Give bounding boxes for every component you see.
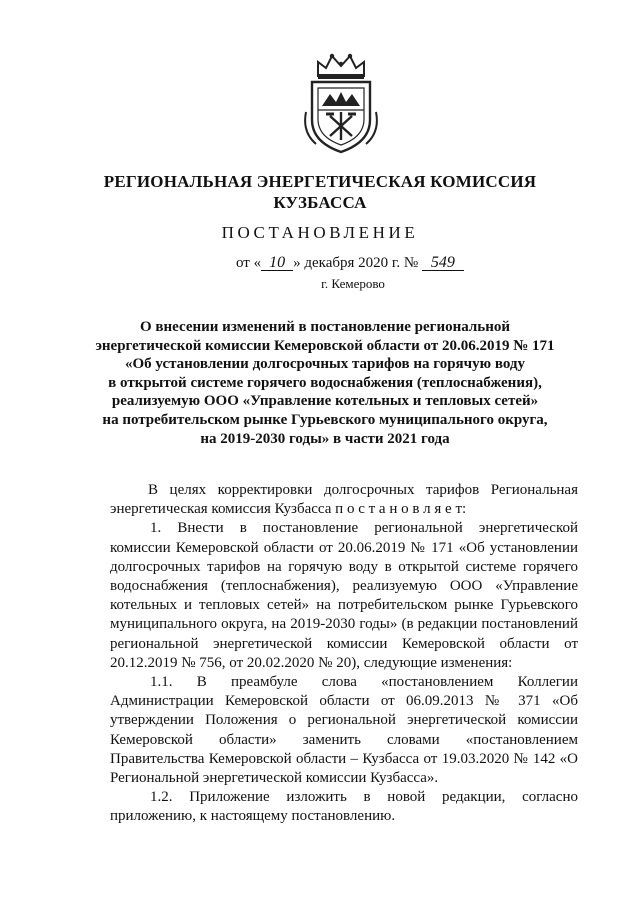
handwritten-date-day: 10 bbox=[261, 255, 293, 271]
document-type-heading: ПОСТАНОВЛЕНИЕ bbox=[221, 223, 419, 242]
intro-paragraph: В целях корректировки долгосрочных тарифов Региональная энергетическая комиссия Кузбасса п о с т а н о в л я е т: bbox=[110, 482, 578, 518]
title-line: реализуемую ООО «Управление котельных и тепловых сетей» bbox=[111, 393, 539, 410]
paragraph-item-1: 1. Внести в постановление региональной энергетической комиссии Кемеровской области от 20.06.2019 № 171 «Об установлении долгосрочных тарифов на горячую воду в открытой системе горячего водоснабжения (теплоснабжения), реализуемую ООО «Управление котельных и тепловых сетей» на потребительском рынке Гурьевского муниципального округа, на 2019-2030 годы» (в редакции постановлений региональной энергетической комиссии Кемеровской области от 20.12.2019 № 756, от 20.02.2020 № 20), следующие изменения: bbox=[110, 520, 578, 671]
date-prefix: от « bbox=[236, 255, 262, 271]
title-line: в открытой системе горячего водоснабжения (теплоснабжения), bbox=[108, 374, 542, 391]
date-suffix: » декабря 2020 г. № bbox=[293, 255, 419, 271]
title-line: энергетической комиссии Кемеровской области от 20.06.2019 № 171 bbox=[95, 337, 555, 354]
organization-name-line2: КУЗБАССА bbox=[273, 193, 367, 212]
document-title bbox=[60, 318, 590, 448]
city-label: г. Кемерово bbox=[321, 276, 385, 291]
title-line: «Об установлении долгосрочных тарифов на горячую воду bbox=[124, 356, 525, 373]
title-line: О внесении изменений в постановление региональной bbox=[140, 319, 510, 335]
title-line: на потребительском рынке Гурьевского муниципального округа, bbox=[102, 411, 548, 428]
document-body bbox=[110, 481, 578, 827]
organization-name-line1: РЕГИОНАЛЬНАЯ ЭНЕРГЕТИЧЕСКАЯ КОМИССИЯ bbox=[103, 172, 537, 191]
title-line: на 2019-2030 годы» в части 2021 года bbox=[200, 430, 450, 447]
document-date-line bbox=[236, 255, 464, 272]
paragraph-item-1-1: 1.1. В преамбуле слова «постановлением Коллегии Администрации Кемеровской области от 06.09.2013 № 371 «Об утверждении Положения о региональной энергетической комиссии Кемеровской области» заменить словами «постановлением Правительства Кемеровской области – Кузбасса от 19.03.2020 № 142 «О Региональной энергетической комиссии Кузбасса». bbox=[110, 674, 578, 787]
handwritten-document-number: 549 bbox=[422, 255, 464, 271]
paragraph-item-1-2: 1.2. Приложение изложить в новой редакции, согласно приложению, к настоящему постановлению. bbox=[110, 789, 578, 825]
kuzbass-coat-of-arms-icon bbox=[296, 50, 386, 156]
